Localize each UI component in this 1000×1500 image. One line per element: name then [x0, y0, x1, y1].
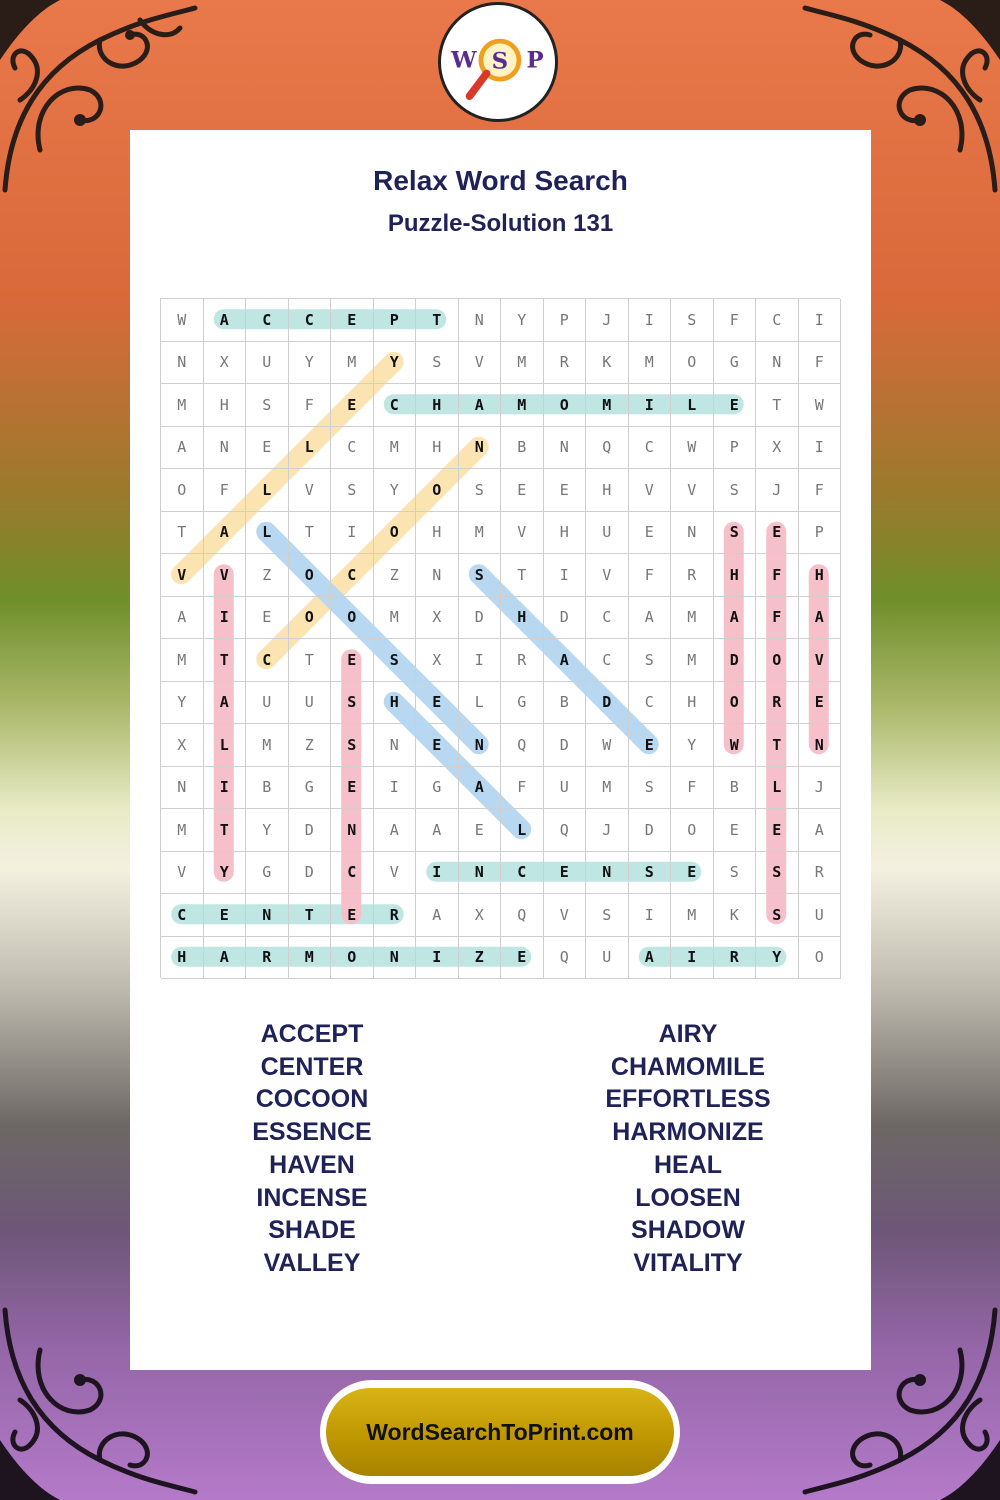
grid-cell[interactable]: E: [544, 852, 587, 895]
grid-cell[interactable]: C: [161, 894, 204, 937]
grid-cell[interactable]: M: [629, 342, 672, 385]
grid-cell[interactable]: M: [161, 639, 204, 682]
grid-cell[interactable]: Y: [161, 682, 204, 725]
grid-cell[interactable]: A: [416, 894, 459, 937]
grid-cell[interactable]: V: [629, 469, 672, 512]
grid-cell[interactable]: M: [161, 809, 204, 852]
grid-cell[interactable]: S: [671, 299, 714, 342]
grid-cell[interactable]: S: [331, 682, 374, 725]
grid-cell[interactable]: U: [246, 682, 289, 725]
logo-letter-p: P: [526, 47, 544, 74]
grid-cell[interactable]: O: [544, 384, 587, 427]
grid-cell[interactable]: U: [544, 767, 587, 810]
grid-cell[interactable]: N: [586, 852, 629, 895]
grid-cell[interactable]: O: [331, 937, 374, 980]
grid-cell[interactable]: X: [756, 427, 799, 470]
grid-cell[interactable]: V: [586, 554, 629, 597]
word-list-left: [162, 1018, 462, 1280]
grid-cell[interactable]: E: [204, 894, 247, 937]
grid-cell[interactable]: M: [331, 342, 374, 385]
grid-cell[interactable]: S: [459, 554, 502, 597]
grid-cell[interactable]: I: [629, 384, 672, 427]
grid-cell[interactable]: T: [204, 639, 247, 682]
grid-cell[interactable]: S: [629, 767, 672, 810]
grid-cell[interactable]: H: [204, 384, 247, 427]
grid-cell[interactable]: N: [756, 342, 799, 385]
grid-cell[interactable]: O: [161, 469, 204, 512]
grid-cell[interactable]: G: [416, 767, 459, 810]
grid-cell[interactable]: V: [544, 894, 587, 937]
grid-cell[interactable]: Y: [246, 809, 289, 852]
grid-cell[interactable]: M: [501, 342, 544, 385]
grid-cell[interactable]: J: [586, 809, 629, 852]
grid-cell[interactable]: N: [161, 342, 204, 385]
site-link-button[interactable]: [320, 1380, 680, 1484]
grid-cell[interactable]: A: [799, 809, 842, 852]
grid-cell[interactable]: J: [586, 299, 629, 342]
grid-cell[interactable]: N: [671, 512, 714, 555]
grid-cell[interactable]: I: [374, 767, 417, 810]
grid-cell[interactable]: H: [416, 512, 459, 555]
grid-cell[interactable]: J: [756, 469, 799, 512]
grid-cell[interactable]: N: [459, 299, 502, 342]
grid-cell[interactable]: H: [799, 554, 842, 597]
grid-cell[interactable]: U: [586, 512, 629, 555]
grid-cell[interactable]: T: [289, 512, 332, 555]
magnifier-icon: [441, 5, 555, 119]
grid-cell[interactable]: V: [799, 639, 842, 682]
grid-cell[interactable]: A: [416, 809, 459, 852]
grid-cell[interactable]: O: [416, 469, 459, 512]
letter-grid: [160, 298, 840, 978]
word-list-right: [538, 1018, 838, 1280]
grid-cell[interactable]: H: [161, 937, 204, 980]
grid-cell[interactable]: O: [756, 639, 799, 682]
grid-cell[interactable]: F: [629, 554, 672, 597]
grid-cell[interactable]: X: [459, 894, 502, 937]
grid-cell[interactable]: E: [331, 384, 374, 427]
grid-cell[interactable]: G: [501, 682, 544, 725]
grid-cell[interactable]: T: [289, 894, 332, 937]
grid-cell[interactable]: S: [629, 852, 672, 895]
grid-cell[interactable]: F: [714, 299, 757, 342]
word-list-item: VALLEY: [263, 1248, 361, 1277]
grid-cell[interactable]: O: [671, 342, 714, 385]
grid-cell[interactable]: N: [204, 427, 247, 470]
grid-cell[interactable]: H: [416, 427, 459, 470]
puzzle-sheet: [130, 130, 871, 1370]
grid-cell[interactable]: H: [416, 384, 459, 427]
grid-cell[interactable]: D: [289, 852, 332, 895]
grid-cell[interactable]: O: [714, 682, 757, 725]
grid-cell[interactable]: H: [544, 512, 587, 555]
grid-cell[interactable]: O: [799, 937, 842, 980]
grid-cell[interactable]: B: [714, 767, 757, 810]
grid-cell[interactable]: Y: [671, 724, 714, 767]
word-list-item: CENTER: [260, 1052, 364, 1081]
grid-cell[interactable]: Y: [501, 299, 544, 342]
grid-cell[interactable]: S: [714, 852, 757, 895]
grid-cell[interactable]: X: [204, 342, 247, 385]
grid-cell[interactable]: H: [374, 682, 417, 725]
grid-cell[interactable]: P: [544, 299, 587, 342]
grid-cell[interactable]: I: [416, 852, 459, 895]
grid-cell[interactable]: F: [756, 554, 799, 597]
grid-cell[interactable]: V: [459, 342, 502, 385]
grid-cell[interactable]: C: [629, 427, 672, 470]
grid-cell[interactable]: E: [246, 427, 289, 470]
grid-cell[interactable]: C: [374, 384, 417, 427]
grid-cell[interactable]: V: [161, 852, 204, 895]
grid-cell[interactable]: G: [714, 342, 757, 385]
grid-cell[interactable]: O: [374, 512, 417, 555]
grid-cell[interactable]: E: [629, 724, 672, 767]
grid-cell[interactable]: W: [161, 299, 204, 342]
grid-cell[interactable]: S: [246, 384, 289, 427]
grid-cell[interactable]: S: [714, 469, 757, 512]
word-list-item: CHAMOMILE: [610, 1052, 766, 1081]
grid-cell[interactable]: E: [331, 639, 374, 682]
grid-cell[interactable]: A: [799, 597, 842, 640]
grid-cell[interactable]: Y: [756, 937, 799, 980]
word-list-item: ACCEPT: [260, 1020, 364, 1048]
grid-cell[interactable]: M: [671, 639, 714, 682]
grid-cell[interactable]: P: [714, 427, 757, 470]
grid-cell[interactable]: C: [331, 427, 374, 470]
grid-cell[interactable]: F: [799, 342, 842, 385]
grid-cell[interactable]: A: [161, 597, 204, 640]
grid-cell[interactable]: E: [331, 299, 374, 342]
grid-cell[interactable]: V: [289, 469, 332, 512]
word-list-item: HAVEN: [269, 1150, 355, 1179]
grid-cell[interactable]: H: [501, 597, 544, 640]
grid-cell[interactable]: A: [204, 937, 247, 980]
grid-cell[interactable]: I: [799, 299, 842, 342]
grid-cell[interactable]: O: [331, 597, 374, 640]
grid-cell[interactable]: I: [799, 427, 842, 470]
grid-cell[interactable]: R: [544, 342, 587, 385]
grid-cell[interactable]: Y: [374, 342, 417, 385]
grid-cell[interactable]: F: [756, 597, 799, 640]
grid-cell[interactable]: M: [289, 937, 332, 980]
grid-cell[interactable]: Z: [374, 554, 417, 597]
grid-cell[interactable]: D: [714, 639, 757, 682]
grid-cell[interactable]: S: [459, 469, 502, 512]
grid-cell[interactable]: V: [374, 852, 417, 895]
logo-letter-w: W: [450, 47, 477, 74]
word-list-item: HARMONIZE: [612, 1118, 764, 1147]
grid-cell[interactable]: T: [289, 639, 332, 682]
grid-cell[interactable]: F: [799, 469, 842, 512]
grid-cell[interactable]: T: [204, 809, 247, 852]
grid-cell[interactable]: R: [714, 937, 757, 980]
grid-cell[interactable]: D: [544, 724, 587, 767]
grid-cell[interactable]: A: [714, 597, 757, 640]
grid-cell[interactable]: Z: [289, 724, 332, 767]
wsp-logo[interactable]: [438, 2, 558, 122]
grid-cell[interactable]: S: [756, 852, 799, 895]
grid-cell[interactable]: L: [459, 682, 502, 725]
grid-cell[interactable]: H: [586, 469, 629, 512]
grid-cell[interactable]: I: [671, 937, 714, 980]
word-list-item: SHADE: [268, 1216, 356, 1245]
grid-cell[interactable]: F: [671, 767, 714, 810]
grid-cell[interactable]: D: [459, 597, 502, 640]
grid-cell[interactable]: N: [459, 852, 502, 895]
grid-cell[interactable]: U: [289, 682, 332, 725]
grid-cell[interactable]: E: [756, 809, 799, 852]
grid-cell[interactable]: B: [246, 767, 289, 810]
grid-cell[interactable]: A: [629, 937, 672, 980]
grid-cell[interactable]: Z: [459, 937, 502, 980]
grid-cell[interactable]: B: [544, 682, 587, 725]
grid-cell[interactable]: M: [246, 724, 289, 767]
grid-cell[interactable]: C: [289, 299, 332, 342]
grid-cell[interactable]: Y: [204, 852, 247, 895]
grid-cell[interactable]: N: [374, 937, 417, 980]
grid-cell[interactable]: A: [459, 767, 502, 810]
grid-cell[interactable]: E: [714, 384, 757, 427]
grid-cell[interactable]: K: [714, 894, 757, 937]
grid-cell[interactable]: T: [416, 299, 459, 342]
grid-cell[interactable]: A: [544, 639, 587, 682]
grid-cell[interactable]: I: [629, 299, 672, 342]
grid-cell[interactable]: S: [756, 894, 799, 937]
grid-cell[interactable]: C: [331, 554, 374, 597]
word-list-item: EFFORTLESS: [605, 1085, 771, 1114]
puzzle-subtitle: Puzzle-Solution 131: [387, 210, 614, 237]
word-list-item: COCOON: [255, 1085, 369, 1114]
grid-cell[interactable]: V: [161, 554, 204, 597]
grid-cell[interactable]: Y: [289, 342, 332, 385]
grid-cell[interactable]: F: [204, 469, 247, 512]
grid-cell[interactable]: E: [544, 469, 587, 512]
grid-cell[interactable]: R: [246, 937, 289, 980]
word-list-item: ESSENCE: [252, 1118, 372, 1147]
grid-cell[interactable]: E: [416, 724, 459, 767]
grid-cell[interactable]: E: [671, 852, 714, 895]
grid-cell[interactable]: M: [586, 767, 629, 810]
grid-cell[interactable]: E: [416, 682, 459, 725]
grid-cell[interactable]: V: [501, 512, 544, 555]
grid-cell[interactable]: X: [416, 597, 459, 640]
grid-cell[interactable]: Q: [501, 724, 544, 767]
grid-cell[interactable]: L: [204, 724, 247, 767]
grid-cell[interactable]: W: [714, 724, 757, 767]
grid-cell[interactable]: N: [161, 767, 204, 810]
grid-cell[interactable]: P: [374, 299, 417, 342]
grid-cell[interactable]: N: [544, 427, 587, 470]
grid-cell[interactable]: U: [586, 937, 629, 980]
grid-cell[interactable]: G: [289, 767, 332, 810]
grid-cell[interactable]: O: [289, 597, 332, 640]
site-link-label[interactable]: WordSearchToPrint.com: [326, 1388, 674, 1476]
grid-cell[interactable]: N: [459, 724, 502, 767]
grid-cell[interactable]: E: [501, 937, 544, 980]
grid-cell[interactable]: E: [501, 469, 544, 512]
grid-cell[interactable]: I: [331, 512, 374, 555]
word-list-item: SHADOW: [631, 1216, 745, 1245]
grid-cell[interactable]: D: [289, 809, 332, 852]
grid-cell[interactable]: T: [756, 384, 799, 427]
grid-cell[interactable]: C: [629, 682, 672, 725]
word-list-item: VITALITY: [633, 1248, 743, 1277]
grid-cell[interactable]: A: [204, 512, 247, 555]
grid-cell[interactable]: M: [459, 512, 502, 555]
grid-cell[interactable]: C: [501, 852, 544, 895]
grid-cell[interactable]: K: [586, 342, 629, 385]
grid-cell[interactable]: I: [204, 597, 247, 640]
grid-cell[interactable]: W: [671, 427, 714, 470]
grid-cell[interactable]: L: [289, 427, 332, 470]
grid-cell[interactable]: A: [459, 384, 502, 427]
grid-cell[interactable]: O: [289, 554, 332, 597]
grid-cell[interactable]: X: [161, 724, 204, 767]
grid-cell[interactable]: L: [246, 469, 289, 512]
grid-cell[interactable]: S: [331, 469, 374, 512]
grid-cell[interactable]: N: [799, 724, 842, 767]
grid-cell[interactable]: A: [629, 597, 672, 640]
grid-cell[interactable]: C: [586, 639, 629, 682]
grid-cell[interactable]: C: [586, 597, 629, 640]
grid-cell[interactable]: A: [204, 299, 247, 342]
grid-cell[interactable]: W: [799, 384, 842, 427]
grid-cell[interactable]: M: [671, 597, 714, 640]
grid-cell[interactable]: Q: [544, 937, 587, 980]
grid-cell[interactable]: M: [374, 597, 417, 640]
grid-cell[interactable]: U: [799, 894, 842, 937]
grid-cell[interactable]: J: [799, 767, 842, 810]
grid-cell[interactable]: Q: [501, 894, 544, 937]
grid-cell[interactable]: M: [501, 384, 544, 427]
grid-cell[interactable]: T: [161, 512, 204, 555]
grid-cell[interactable]: T: [501, 554, 544, 597]
grid-cell[interactable]: S: [629, 639, 672, 682]
grid-cell[interactable]: N: [459, 427, 502, 470]
grid-cell[interactable]: N: [374, 724, 417, 767]
grid-cell[interactable]: R: [501, 639, 544, 682]
grid-cell[interactable]: A: [374, 809, 417, 852]
grid-cell[interactable]: C: [331, 852, 374, 895]
grid-cell[interactable]: N: [246, 894, 289, 937]
grid-cell[interactable]: W: [586, 724, 629, 767]
grid-cell[interactable]: Z: [246, 554, 289, 597]
grid-cell[interactable]: R: [374, 894, 417, 937]
word-list-item: LOOSEN: [635, 1183, 741, 1212]
grid-cell[interactable]: E: [629, 512, 672, 555]
grid-cell[interactable]: L: [671, 384, 714, 427]
grid-cell[interactable]: C: [756, 299, 799, 342]
grid-cell[interactable]: D: [586, 682, 629, 725]
word-list-item: INCENSE: [256, 1183, 368, 1212]
grid-cell[interactable]: M: [161, 384, 204, 427]
grid-cell[interactable]: T: [756, 724, 799, 767]
grid-cell[interactable]: U: [246, 342, 289, 385]
grid-cell[interactable]: E: [331, 894, 374, 937]
grid-cell[interactable]: A: [161, 427, 204, 470]
grid-cell[interactable]: E: [246, 597, 289, 640]
grid-cell[interactable]: M: [586, 384, 629, 427]
grid-cell[interactable]: E: [799, 682, 842, 725]
grid-cell[interactable]: S: [374, 639, 417, 682]
grid-cell[interactable]: A: [204, 682, 247, 725]
grid-cell[interactable]: G: [246, 852, 289, 895]
grid-cell[interactable]: C: [246, 639, 289, 682]
grid-cell[interactable]: Q: [544, 809, 587, 852]
grid-cell[interactable]: E: [714, 809, 757, 852]
grid-cell[interactable]: H: [671, 682, 714, 725]
grid-cell[interactable]: R: [799, 852, 842, 895]
grid-cell[interactable]: F: [501, 767, 544, 810]
grid-cell[interactable]: D: [544, 597, 587, 640]
grid-cell[interactable]: S: [714, 512, 757, 555]
logo-letter-s: S: [491, 48, 509, 75]
grid-cell[interactable]: I: [204, 767, 247, 810]
grid-cell[interactable]: V: [204, 554, 247, 597]
word-list-item: HEAL: [653, 1150, 723, 1179]
grid-cell[interactable]: I: [629, 894, 672, 937]
grid-cell[interactable]: S: [416, 342, 459, 385]
grid-cell[interactable]: S: [331, 724, 374, 767]
grid-cell[interactable]: I: [544, 554, 587, 597]
grid-cell[interactable]: L: [501, 809, 544, 852]
grid-cell[interactable]: I: [416, 937, 459, 980]
grid-cell[interactable]: Y: [374, 469, 417, 512]
grid-cell[interactable]: L: [246, 512, 289, 555]
grid-cell[interactable]: N: [331, 809, 374, 852]
grid-cell[interactable]: M: [374, 427, 417, 470]
grid-cell[interactable]: E: [331, 767, 374, 810]
grid-cell[interactable]: O: [671, 809, 714, 852]
puzzle-title: Relax Word Search: [373, 165, 628, 196]
grid-cell[interactable]: S: [586, 894, 629, 937]
grid-cell[interactable]: H: [714, 554, 757, 597]
grid-cell[interactable]: M: [671, 894, 714, 937]
grid-cell[interactable]: F: [289, 384, 332, 427]
grid-cell[interactable]: P: [799, 512, 842, 555]
grid-cell[interactable]: X: [416, 639, 459, 682]
grid-cell[interactable]: R: [671, 554, 714, 597]
word-list-item: AIRY: [658, 1020, 718, 1048]
grid-cell[interactable]: I: [459, 639, 502, 682]
grid-cell[interactable]: V: [671, 469, 714, 512]
word-search-grid: [160, 298, 840, 978]
grid-cell[interactable]: B: [501, 427, 544, 470]
grid-cell[interactable]: C: [246, 299, 289, 342]
grid-cell[interactable]: Q: [586, 427, 629, 470]
grid-cell[interactable]: N: [416, 554, 459, 597]
grid-cell[interactable]: E: [459, 809, 502, 852]
grid-cell[interactable]: D: [629, 809, 672, 852]
grid-cell[interactable]: L: [756, 767, 799, 810]
grid-cell[interactable]: E: [756, 512, 799, 555]
grid-cell[interactable]: R: [756, 682, 799, 725]
